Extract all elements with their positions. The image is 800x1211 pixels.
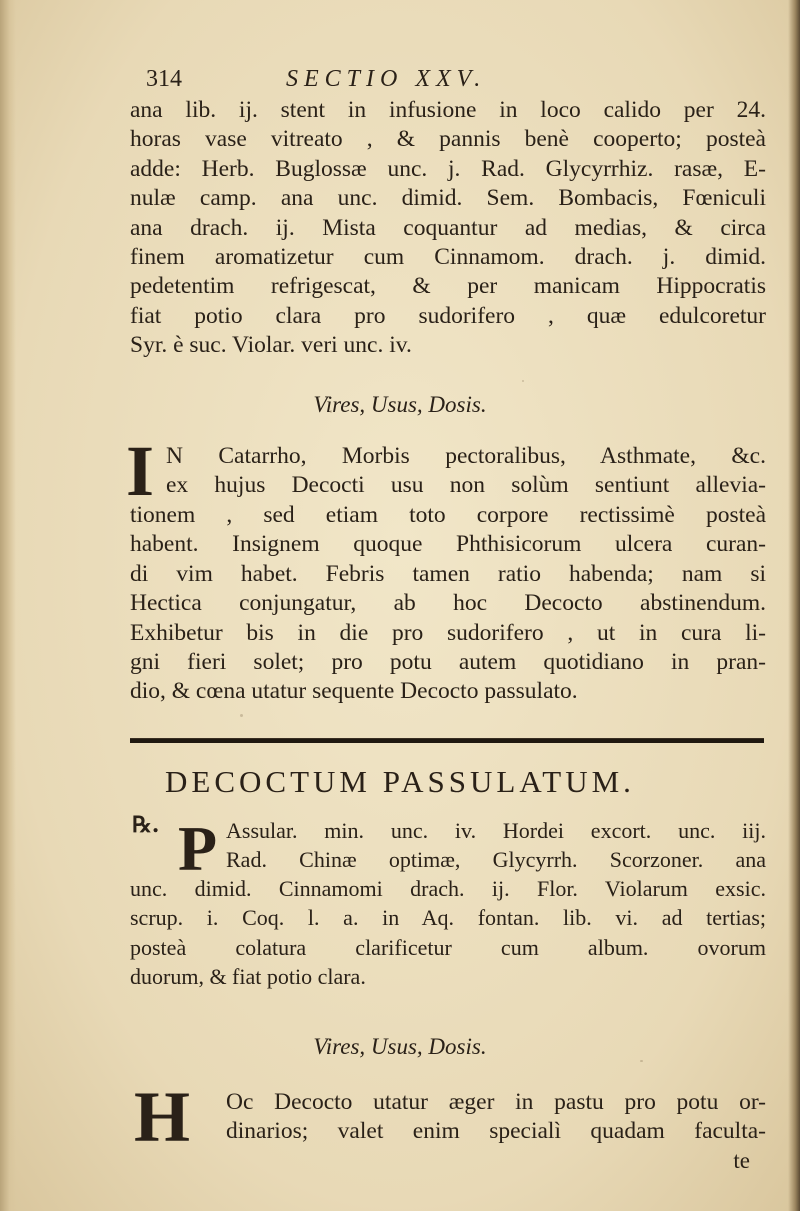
text-line: di vim habet. Febris tamen ratio habenda; nam si — [130, 560, 766, 587]
text-line: dinarios; valet enim specialì quadam faculta- — [226, 1118, 766, 1145]
paragraph-recipe-continuation — [130, 96, 766, 361]
text-line: Oc Decocto utatur æger in pastu pro potu or- — [226, 1089, 766, 1115]
text-line: adde: Herb. Buglossæ unc. j. Rad. Glycyrrhiz. rasæ, E- — [130, 155, 766, 182]
recipe-symbol: ℞. — [132, 812, 160, 838]
text-line: Assular. min. unc. iv. Hordei excort. unc. iij. — [226, 818, 766, 843]
section-subheading: Vires, Usus, Dosis. — [313, 392, 487, 417]
recipe-title: DECOCTUM PASSULATUM. — [165, 764, 635, 799]
page-gutter-shadow — [0, 0, 16, 1211]
text-line: Rad. Chinæ optimæ, Glycyrrh. Scorzoner. ana — [226, 847, 766, 873]
text-line: pedetentim refrigescat, & per manicam Hippocratis — [130, 273, 766, 300]
text-line: finem aromatizetur cum Cinnamom. drach. j. dimid. — [130, 244, 766, 271]
paragraph-first-lines — [166, 442, 766, 501]
text-line: posteà colatura clarificetur cum album. ovorum — [130, 934, 766, 960]
paper-speck — [330, 410, 332, 413]
paper-speck — [640, 1060, 643, 1062]
text-line: unc. dimid. Cinnamomi drach. ij. Flor. Violarum exsic. — [130, 876, 766, 901]
text-line: tionem , sed etiam toto corpore rectissimè posteà — [130, 502, 766, 528]
text-line: duorum, & fiat potio clara. — [130, 964, 366, 990]
text-line: ex hujus Decocti usu non solùm sentiunt allevia- — [166, 472, 766, 499]
text-line: ana lib. ij. stent in infusione in loco calido per 24. — [130, 97, 766, 123]
text-line: N Catarrho, Morbis pectoralibus, Asthmate, &c. — [166, 443, 766, 469]
drop-capital: H — [134, 1077, 191, 1157]
text-line: dio, & cœna utatur sequente Decocto passulato. — [130, 678, 578, 705]
section-subheading: Vires, Usus, Dosis. — [313, 1034, 487, 1059]
page-edge-shadow — [788, 0, 800, 1211]
text-line: horas vase vitreato , & pannis benè cooperto; posteà — [130, 126, 766, 153]
catchword: te — [733, 1148, 750, 1173]
text-line: Syr. è suc. Violar. veri unc. iv. — [130, 332, 412, 359]
drop-capital: P — [178, 813, 218, 884]
drop-capital: I — [126, 431, 155, 511]
text-line: fiat potio clara pro sudorifero , quæ edulcoretur — [130, 302, 766, 329]
text-line: ana drach. ij. Mista coquantur ad medias, & circa — [130, 214, 766, 241]
paragraph-final — [226, 1088, 766, 1147]
recipe-body — [130, 874, 766, 992]
paper-speck — [240, 714, 243, 717]
text-line: gni fieri solet; pro potu autem quotidiano in pran- — [130, 649, 766, 676]
text-line: habent. Insignem quoque Phthisicorum ulcera curan- — [130, 531, 766, 558]
text-line: Exhibetur bis in die pro sudorifero , ut in cura li- — [130, 619, 766, 646]
text-line: Hectica conjungatur, ab hoc Decocto abstinendum. — [130, 590, 766, 617]
running-head: SECTIO XXV. — [286, 66, 487, 92]
paper-speck — [522, 380, 524, 382]
page-number: 314 — [146, 66, 182, 92]
text-line: nulæ camp. ana unc. dimid. Sem. Bombacis, Fœniculi — [130, 185, 766, 212]
text-line: scrup. i. Coq. l. a. in Aq. fontan. lib. vi. ad tertias; — [130, 905, 766, 931]
recipe-first-lines — [226, 816, 766, 875]
paragraph-vires — [130, 501, 766, 707]
section-divider-rule — [130, 738, 764, 743]
